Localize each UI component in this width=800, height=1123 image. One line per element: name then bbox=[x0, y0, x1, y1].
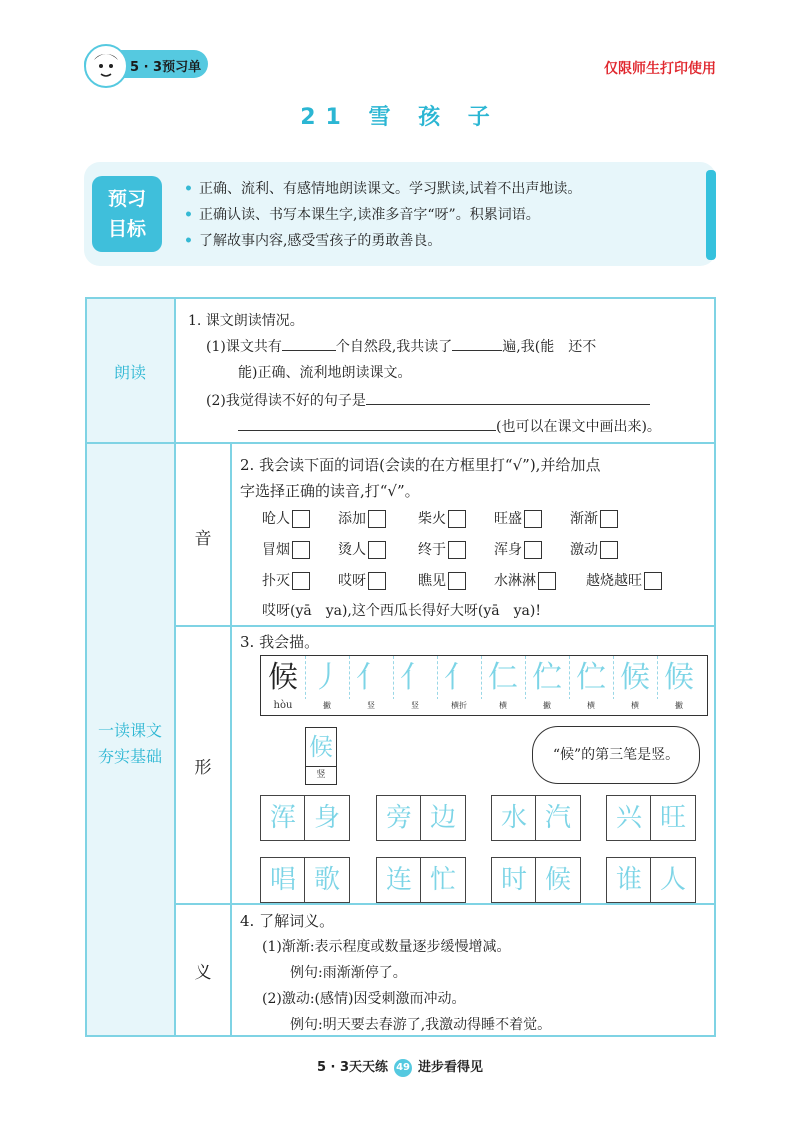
word-checkbox[interactable] bbox=[448, 572, 466, 590]
pinyin-choice-line[interactable]: 哎呀(yā ya),这个西瓜长得好大呀(yā ya)! bbox=[262, 603, 541, 619]
q3-title: 3. 我会描。 bbox=[240, 633, 320, 651]
stroke-step[interactable]: 伫 bbox=[569, 656, 614, 700]
practice-char: 时 bbox=[500, 865, 527, 895]
word-item: 激动 bbox=[570, 539, 618, 559]
word-item: 添加 bbox=[338, 508, 386, 528]
word-checkbox[interactable] bbox=[600, 510, 618, 528]
q1-part1-line2: 能)正确、流利地朗读课文。 bbox=[238, 365, 412, 381]
practice-word-box[interactable] bbox=[260, 795, 350, 841]
main-character: 候 bbox=[261, 656, 306, 700]
word-item: 呛人 bbox=[262, 508, 310, 528]
q4-example-1: 例句:雨渐渐停了。 bbox=[290, 965, 407, 981]
sound-label: 音 bbox=[194, 529, 212, 549]
word-item: 旺盛 bbox=[494, 508, 542, 528]
practice-char: 旁 bbox=[385, 803, 412, 833]
page-number: 49 bbox=[394, 1059, 412, 1077]
table-border bbox=[85, 297, 87, 1037]
table-divider bbox=[85, 442, 716, 444]
practice-char: 汽 bbox=[544, 803, 571, 833]
practice-char: 旺 bbox=[659, 803, 686, 833]
practice-word-box[interactable] bbox=[606, 857, 696, 903]
main-pinyin: hòu bbox=[273, 700, 293, 711]
section-label-column bbox=[86, 298, 174, 1036]
header-badge-text: 5 · 3预习单 bbox=[130, 60, 202, 75]
practice-word-box[interactable] bbox=[491, 857, 581, 903]
word-item: 柴火 bbox=[418, 508, 466, 528]
stroke-step[interactable]: 候 bbox=[664, 660, 694, 695]
stroke-step[interactable]: 伫 bbox=[525, 656, 570, 700]
goal-item: • 正确认读、书写本课生字,读准多音字“呀”。积累词语。 bbox=[184, 207, 540, 223]
word-item: 冒烟 bbox=[262, 539, 310, 559]
q1-title: 1. 课文朗读情况。 bbox=[188, 313, 304, 329]
stroke-name: 横折 bbox=[451, 701, 467, 710]
table-border bbox=[85, 1035, 716, 1037]
practice-word-box[interactable] bbox=[376, 795, 466, 841]
focus-character: 候 bbox=[309, 733, 333, 761]
q4-definition-2: (2)激动:(感情)因受刺激而冲动。 bbox=[262, 991, 466, 1007]
word-checkbox[interactable] bbox=[538, 572, 556, 590]
q2-line2: 字选择正确的读音,打“√”。 bbox=[240, 482, 420, 500]
goals-label bbox=[92, 176, 162, 252]
goals-label-line1: 预习 bbox=[107, 188, 146, 210]
word-item: 水淋淋 bbox=[494, 570, 556, 590]
table-border bbox=[85, 297, 716, 299]
word-checkbox[interactable] bbox=[600, 541, 618, 559]
practice-char: 水 bbox=[500, 803, 527, 833]
q4-definition-1: (1)渐渐:表示程度或数量逐步缓慢增减。 bbox=[262, 939, 511, 955]
footer-right: 进步看得见 bbox=[418, 1060, 484, 1075]
practice-char: 身 bbox=[313, 803, 340, 833]
print-restriction-note: 仅限师生打印使用 bbox=[604, 61, 716, 77]
word-item: 哎呀 bbox=[338, 570, 386, 590]
table-border bbox=[714, 297, 716, 1037]
basics-label-line1: 一读课文 bbox=[97, 721, 162, 740]
goal-item: • 了解故事内容,感受雪孩子的勇敢善良。 bbox=[184, 233, 442, 249]
stroke-name: 竖 bbox=[411, 701, 419, 710]
practice-word-box[interactable] bbox=[606, 795, 696, 841]
practice-word-box[interactable] bbox=[260, 857, 350, 903]
practice-char: 边 bbox=[429, 803, 456, 833]
word-item: 浑身 bbox=[494, 539, 542, 559]
word-item: 越烧越旺 bbox=[586, 570, 662, 590]
q1-part2-line1: (2)我觉得读不好的句子是 bbox=[206, 390, 650, 410]
practice-char: 候 bbox=[544, 865, 571, 895]
focus-stroke-label: 竖 bbox=[306, 766, 336, 780]
table-divider bbox=[174, 297, 176, 1037]
word-checkbox[interactable] bbox=[644, 572, 662, 590]
practice-char: 人 bbox=[659, 865, 686, 895]
stroke-step[interactable]: 亻 bbox=[437, 656, 482, 700]
goals-tab-decoration bbox=[706, 170, 716, 260]
stroke-tip-bubble: “候”的第三笔是竖。 bbox=[532, 726, 700, 784]
word-item: 渐渐 bbox=[570, 508, 618, 528]
word-item: 瞧见 bbox=[418, 570, 466, 590]
stroke-name: 撇 bbox=[543, 701, 551, 710]
word-checkbox[interactable] bbox=[292, 510, 310, 528]
meaning-label: 义 bbox=[194, 963, 212, 983]
section-basics-label bbox=[86, 718, 174, 770]
difficult-sentence-blank-2[interactable] bbox=[238, 430, 496, 431]
stroke-name: 撇 bbox=[323, 701, 331, 710]
stroke-step[interactable]: 亻 bbox=[349, 656, 394, 700]
practice-char: 谁 bbox=[615, 865, 642, 895]
difficult-sentence-blank[interactable] bbox=[366, 404, 650, 405]
word-checkbox[interactable] bbox=[448, 510, 466, 528]
read-count-blank[interactable] bbox=[452, 350, 502, 351]
word-item: 扑灭 bbox=[262, 570, 310, 590]
practice-word-box[interactable] bbox=[376, 857, 466, 903]
q1-part2-line2: (也可以在课文中画出来)。 bbox=[238, 416, 661, 436]
word-checkbox[interactable] bbox=[292, 572, 310, 590]
section-reading-label: 朗读 bbox=[113, 363, 146, 382]
practice-word-box[interactable] bbox=[491, 795, 581, 841]
stroke-step[interactable]: 候 bbox=[613, 656, 658, 700]
q2-line1: 2. 我会读下面的词语(会读的在方框里打“√”),并给加点 bbox=[240, 456, 601, 474]
stroke-name: 横 bbox=[499, 701, 507, 710]
word-item: 烫人 bbox=[338, 539, 386, 559]
focus-character-box bbox=[305, 727, 337, 785]
practice-char: 连 bbox=[385, 865, 412, 895]
stroke-name: 撇 bbox=[675, 701, 683, 710]
word-checkbox[interactable] bbox=[368, 572, 386, 590]
footer-left: 5 · 3天天练 bbox=[316, 1060, 389, 1075]
shape-label: 形 bbox=[194, 758, 212, 778]
stroke-name: 竖 bbox=[367, 701, 375, 710]
stroke-step[interactable]: 丿 bbox=[305, 656, 350, 700]
practice-char: 兴 bbox=[615, 803, 642, 833]
practice-char: 浑 bbox=[269, 803, 296, 833]
mascot-icon bbox=[84, 44, 128, 88]
stroke-step[interactable]: 亻 bbox=[393, 656, 438, 700]
word-checkbox[interactable] bbox=[292, 541, 310, 559]
word-item: 终于 bbox=[418, 539, 466, 559]
word-checkbox[interactable] bbox=[524, 541, 542, 559]
segment-count-blank[interactable] bbox=[282, 350, 336, 351]
word-checkbox[interactable] bbox=[524, 510, 542, 528]
page-title: 21 雪 孩 子 bbox=[300, 105, 500, 130]
basics-label-line2: 夯实基础 bbox=[97, 747, 162, 766]
goals-label-line2: 目标 bbox=[107, 218, 146, 240]
stroke-name: 横 bbox=[631, 701, 639, 710]
q4-title: 4. 了解词义。 bbox=[240, 912, 335, 930]
table-divider bbox=[230, 442, 232, 1037]
stroke-order-row bbox=[260, 655, 708, 701]
stroke-name-row bbox=[260, 699, 708, 716]
table-divider bbox=[174, 903, 716, 905]
q1-part1-line1: (1)课文共有 个自然段,我共读了 遍,我(能 还不 bbox=[206, 339, 597, 355]
practice-char: 忙 bbox=[429, 865, 456, 895]
practice-char: 歌 bbox=[313, 865, 340, 895]
table-divider bbox=[174, 625, 716, 627]
page-footer bbox=[0, 1056, 800, 1077]
word-checkbox[interactable] bbox=[368, 541, 386, 559]
stroke-name: 横 bbox=[587, 701, 595, 710]
stroke-step[interactable]: 仁 bbox=[481, 656, 526, 700]
word-checkbox[interactable] bbox=[448, 541, 466, 559]
q4-example-2: 例句:明天要去春游了,我激动得睡不着觉。 bbox=[290, 1017, 552, 1033]
practice-char: 唱 bbox=[269, 865, 296, 895]
goal-item: • 正确、流利、有感情地朗读课文。学习默读,试着不出声地读。 bbox=[184, 181, 582, 197]
word-checkbox[interactable] bbox=[368, 510, 386, 528]
